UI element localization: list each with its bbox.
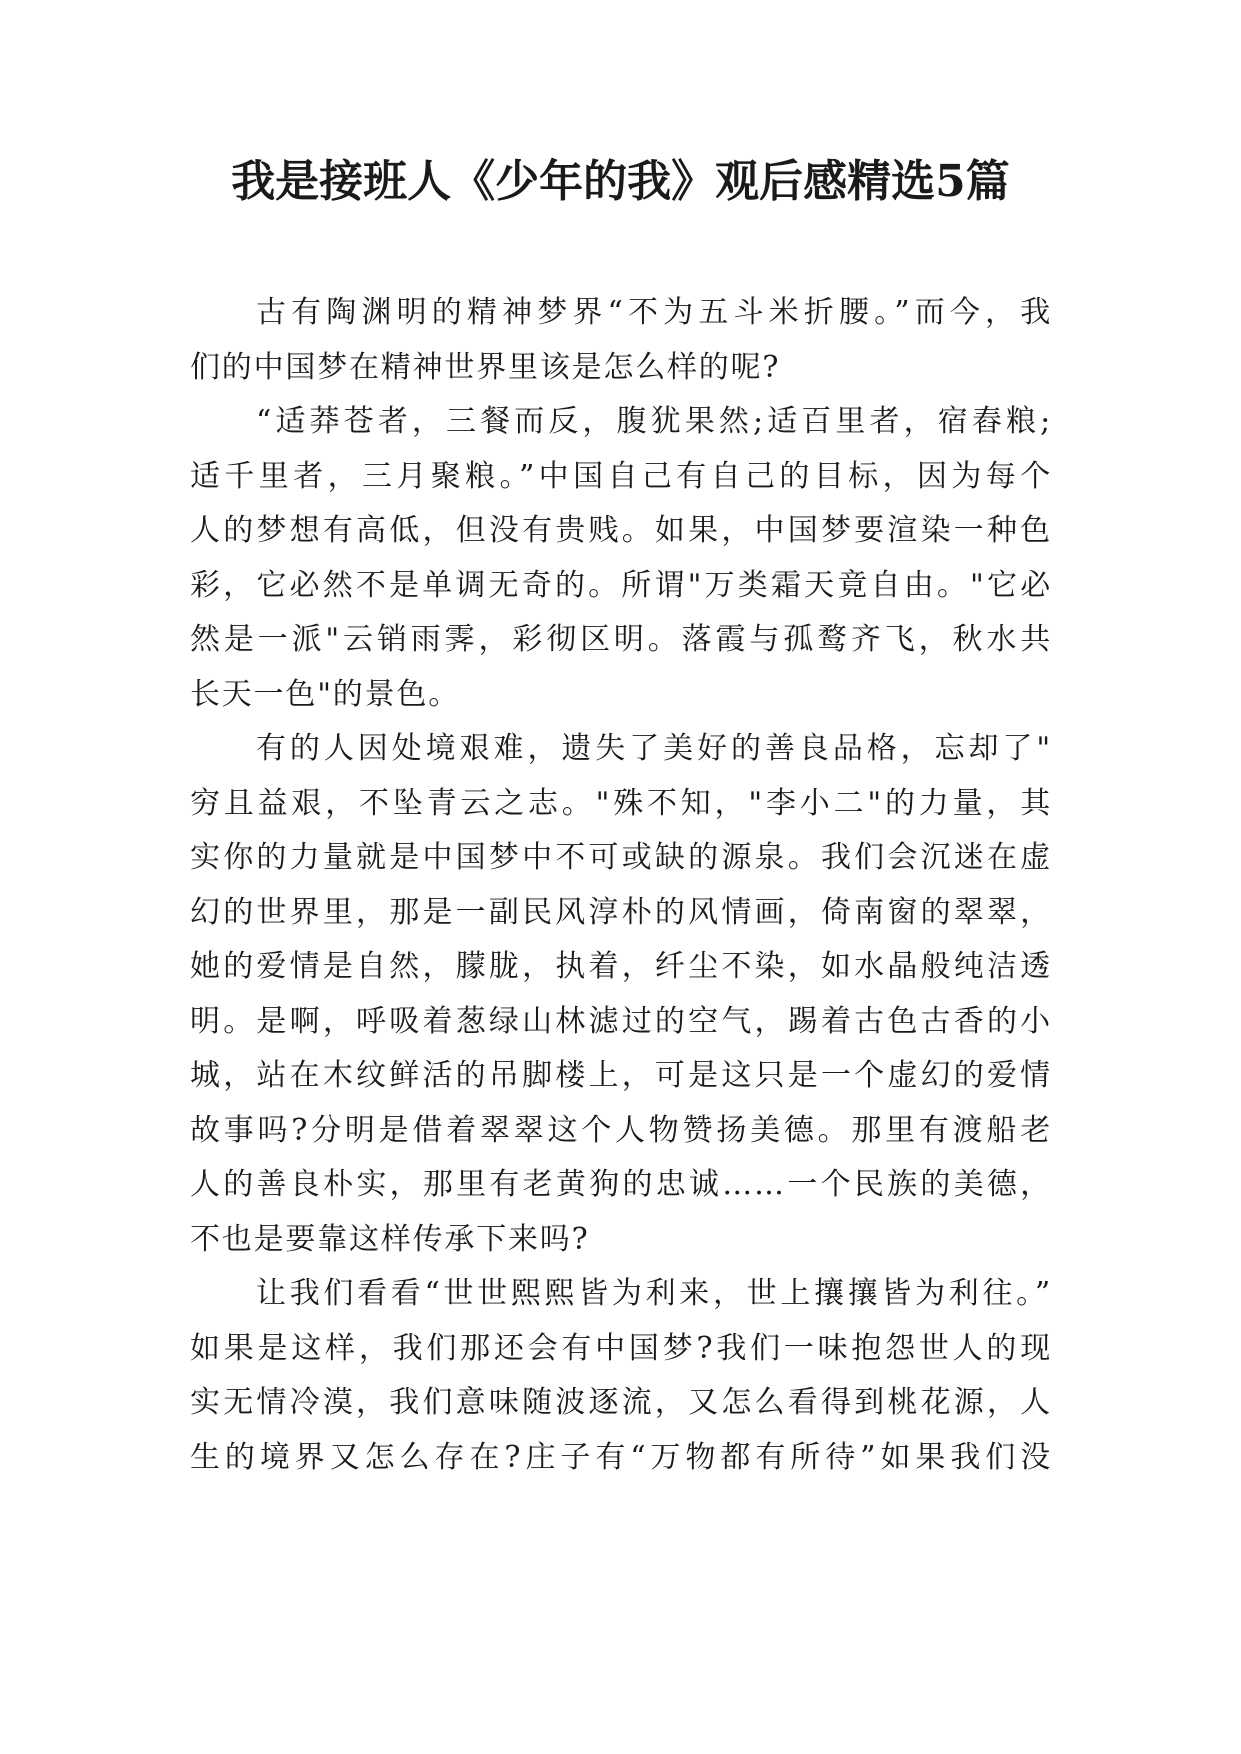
paragraph-3-line-4: 幻的世界里，那是一副民风淳朴的风情画，倚南窗的翠翠， [190, 894, 1052, 930]
document-body [190, 286, 1052, 1485]
paragraph-3-line-10: 不也是要靠这样传承下来吗? [190, 1221, 590, 1257]
paragraph-4-line-4: 生的境界又怎么存在?庄子有“万物都有所待”如果我们没 [190, 1439, 1052, 1475]
paragraph-3-line-3: 实你的力量就是中国梦中不可或缺的源泉。我们会沉迷在虚 [190, 840, 1052, 875]
paragraph-3-line-5: 她的爱情是自然，朦胧，执着，纤尘不染，如水晶般纯洁透 [190, 949, 1052, 984]
paragraph-3-line-6: 明。是啊，呼吸着葱绿山林滤过的空气，踢着古色古香的小 [190, 1003, 1052, 1039]
paragraph-3-line-9: 人的善良朴实，那里有老黄狗的忠诚……一个民族的美德， [190, 1167, 1052, 1202]
paragraph-3-line-1: 有的人因处境艰难，遗失了美好的善良品格，忘却了" [256, 731, 1052, 766]
paragraph-4-line-3: 实无情冷漠，我们意味随波逐流，又怎么看得到桃花源，人 [190, 1385, 1052, 1420]
paragraph-4-line-1: 让我们看看“世世熙熙皆为利来，世上攘攘皆为利往。” [256, 1276, 1052, 1311]
paragraph-2-line-4: 彩，它必然不是单调无奇的。所谓"万类霜天竟自由。"它必 [190, 567, 1052, 603]
paragraph-2-line-1: “适莽苍者，三餐而反，腹犹果然;适百里者，宿舂粮; [256, 404, 1052, 439]
paragraph-3-line-7: 城，站在木纹鲜活的吊脚楼上，可是这只是一个虚幻的爱情 [190, 1058, 1052, 1093]
paragraph-1-line-2: 们的中国梦在精神世界里该是怎么样的呢? [190, 349, 781, 385]
document-title: 我是接班人《少年的我》观后感精选5篇 [231, 156, 1010, 207]
paragraph-2-line-6: 长天一色"的景色。 [190, 676, 460, 712]
paragraph-2-line-2: 适千里者，三月聚粮。”中国自己有自己的目标，因为每个 [190, 458, 1052, 494]
paragraph-3-line-2: 穷且益艰，不坠青云之志。"殊不知，"李小二"的力量，其 [190, 785, 1052, 821]
paragraph-2-line-5: 然是一派"云销雨霁，彩彻区明。落霞与孤鹜齐飞，秋水共 [190, 622, 1052, 657]
paragraph-4-line-2: 如果是这样，我们那还会有中国梦?我们一味抱怨世人的现 [190, 1330, 1052, 1366]
paragraph-1-line-1: 古有陶渊明的精神梦界“不为五斗米折腰。”而今，我 [256, 295, 1052, 330]
paragraph-3-line-8: 故事吗?分明是借着翠翠这个人物赞扬美德。那里有渡船老 [190, 1112, 1052, 1148]
paragraph-2-line-3: 人的梦想有高低，但没有贵贱。如果，中国梦要渲染一种色 [190, 513, 1052, 548]
